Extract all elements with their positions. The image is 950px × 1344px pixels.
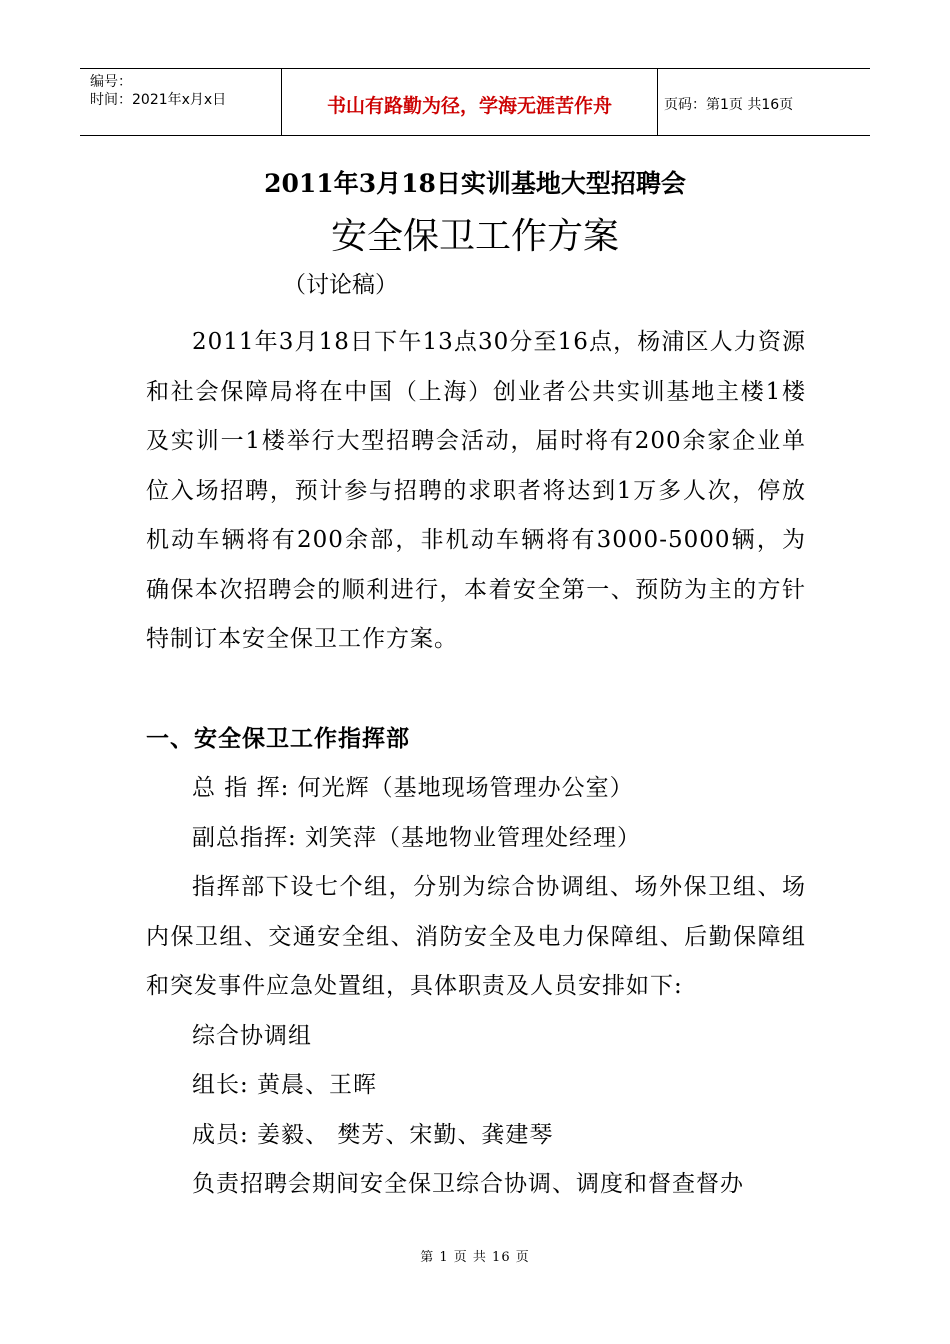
header-motto: 书山有路勤为径，学海无涯苦作舟	[282, 69, 658, 135]
group-members-line: 成员: 姜毅、 樊芳、宋勤、龚建琴	[192, 1121, 554, 1148]
date-label: 时间：2021年x月x日	[90, 92, 227, 108]
deputy-commander-line: 副总指挥: 刘笑萍（基地物业管理处经理）	[192, 824, 642, 851]
groups-intro-paragraph: 指挥部下设七个组，分别为综合协调组、场外保卫组、场内保卫组、交通安全组、消防安全及电力保障组、后勤保障组和突发事件应急处置组，具体职责及人员安排如下:	[146, 874, 806, 999]
section-heading-command: 一、安全保卫工作指挥部	[146, 725, 410, 752]
serial-label: 编号：	[90, 74, 132, 90]
header-page-info: 页码：第1页 共16页	[664, 97, 794, 113]
document-body	[146, 318, 806, 1210]
page-footer: 第 1 页 共 16 页	[420, 1250, 530, 1265]
header-meta-cell	[80, 69, 282, 135]
group-leader-line: 组长: 黄晨、王晖	[192, 1072, 378, 1098]
group-duty-line: 负责招聘会期间安全保卫综合协调、调度和督查督办	[192, 1171, 744, 1197]
intro-paragraph: 2011年3月18日下午13点30分至16点，杨浦区人力资源和社会保障局将在中国（上海）创业者公共实训基地主楼1楼及实训一1楼举行大型招聘会活动，届时将有200余家企业单位入场招聘，预计参与招聘的求职者将达到1万多人次，停放机动车辆将有200余部，非机动车辆将有3000-5000辆，为确保本次招聘会的顺利进行，本着安全第一、预防为主的方针特制订本安全保卫工作方案。	[146, 329, 806, 652]
document-header	[80, 68, 870, 136]
group-name-line: 综合协调组	[192, 1022, 312, 1049]
document-title-date: 2011年3月18日实训基地大型招聘会	[264, 169, 686, 198]
commander-line: 总 指 挥: 何光辉（基地现场管理办公室）	[192, 775, 634, 801]
document-title-main: 安全保卫工作方案	[330, 216, 619, 257]
document-title-draft: （讨论稿）	[283, 272, 398, 298]
